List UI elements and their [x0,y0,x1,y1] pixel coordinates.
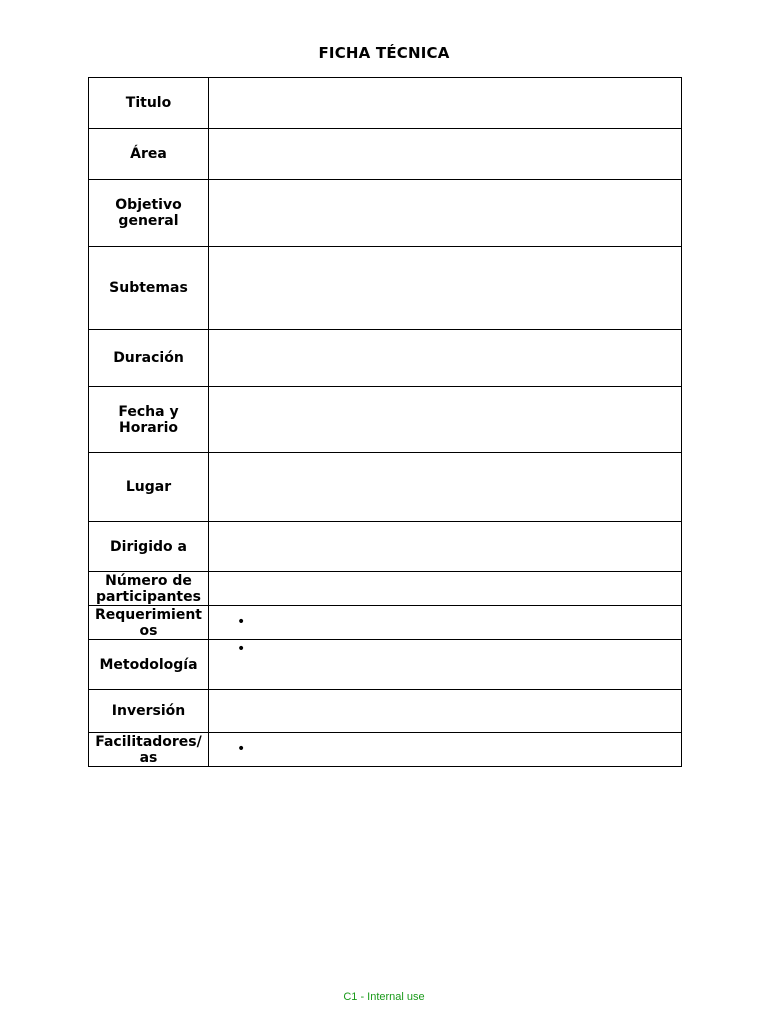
label-subtemas: Subtemas [89,247,209,330]
label-fecha-horario [89,387,209,453]
value-metodologia[interactable] [209,640,682,690]
bullet-point: • [237,641,246,657]
bullet-point: • [237,614,246,630]
row-numero-participantes [89,572,682,606]
value-subtemas[interactable] [209,247,682,330]
label-facilitadores-text: Facilitadores/ as [95,733,202,766]
value-objetivo-general[interactable] [209,180,682,247]
label-metodologia: Metodología [89,640,209,690]
value-facilitadores[interactable] [209,733,682,767]
row-inversion [89,690,682,733]
row-titulo [89,78,682,129]
label-requerimientos-text: Requerimient os [94,606,202,639]
row-metodologia [89,640,682,690]
value-area[interactable] [209,129,682,180]
bullet-point: • [237,741,246,757]
label-lugar: Lugar [89,453,209,522]
label-numero-participantes [89,572,209,606]
label-requerimientos [89,606,209,640]
row-dirigido-a [89,522,682,572]
value-requerimientos[interactable] [209,606,682,640]
row-subtemas [89,247,682,330]
row-facilitadores [89,733,682,767]
label-inversion: Inversión [89,690,209,733]
label-facilitadores [89,733,209,767]
row-fecha-horario [89,387,682,453]
label-titulo: Titulo [89,78,209,129]
label-objetivo-general [89,180,209,247]
label-fecha-horario-text: Fecha y Horario [118,403,179,436]
classification-footer: C1 - Internal use [343,991,425,1003]
value-numero-participantes[interactable] [209,572,682,606]
value-titulo[interactable] [209,78,682,129]
row-requerimientos [89,606,682,640]
row-lugar [89,453,682,522]
label-area: Área [89,129,209,180]
technical-sheet-table [88,77,682,767]
value-dirigido-a[interactable] [209,522,682,572]
label-numero-participantes-text: Número de participantes [96,572,201,605]
value-lugar[interactable] [209,453,682,522]
label-dirigido-a: Dirigido a [89,522,209,572]
row-area [89,129,682,180]
document-title: FICHA TÉCNICA [318,44,450,62]
value-fecha-horario[interactable] [209,387,682,453]
value-duracion[interactable] [209,330,682,387]
label-objetivo-general-text: Objetivo general [115,197,182,229]
value-inversion[interactable] [209,690,682,733]
row-objetivo-general [89,180,682,247]
label-duracion: Duración [89,330,209,387]
row-duracion [89,330,682,387]
